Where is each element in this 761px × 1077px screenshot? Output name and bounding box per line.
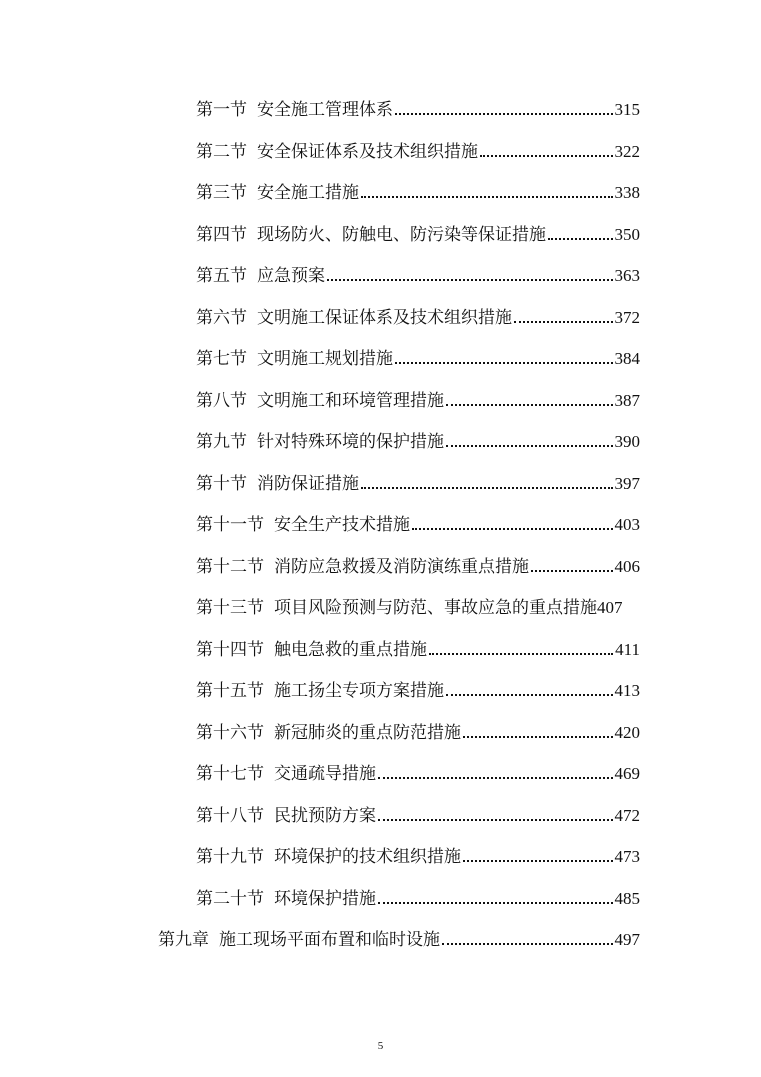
toc-entry[interactable] (196, 471, 640, 495)
toc-entry-title: 交通疏导措施 (274, 764, 376, 784)
toc-entry-label: 第十四节 (196, 640, 264, 660)
toc-entry-label: 第十二节 (196, 557, 264, 577)
toc-entry[interactable] (196, 761, 640, 785)
toc-entry-title: 消防应急救援及消防演练重点措施 (274, 557, 529, 577)
toc-entry-title: 项目风险预测与防范、事故应急的重点措施 (274, 598, 597, 618)
dot-leader (463, 860, 613, 862)
toc-entry-title: 现场防火、防触电、防污染等保证措施 (257, 225, 546, 245)
toc-entry[interactable] (196, 97, 640, 121)
dot-leader (361, 487, 613, 489)
toc-entry[interactable] (196, 512, 640, 536)
toc-entry-label: 第六节 (196, 308, 247, 328)
toc-entry-label: 第二节 (196, 142, 247, 162)
toc-entry-label: 第一节 (196, 100, 247, 120)
dot-leader (378, 902, 613, 904)
dot-leader (429, 653, 613, 655)
toc-entry-page: 469 (614, 764, 640, 783)
toc-entry-page: 372 (614, 308, 640, 327)
toc-entry-page: 411 (615, 640, 640, 659)
dot-leader (378, 777, 613, 779)
toc-entry[interactable] (196, 180, 640, 204)
toc-entry-title: 安全施工措施 (257, 183, 359, 203)
toc-entry-label: 第三节 (196, 183, 247, 203)
toc-entry-label: 第二十节 (196, 889, 264, 909)
toc-entry-label: 第九节 (196, 432, 247, 452)
toc-entry[interactable] (196, 637, 640, 661)
toc-entry-title: 新冠肺炎的重点防范措施 (274, 723, 461, 743)
toc-entry[interactable] (196, 803, 640, 827)
toc-entry[interactable] (196, 139, 640, 163)
toc-entry-page: 406 (614, 557, 640, 576)
toc-entry-title: 触电急救的重点措施 (274, 640, 427, 660)
toc-entry-page: 485 (614, 889, 640, 908)
toc-entry-title: 安全生产技术措施 (274, 515, 410, 535)
toc-entry-title: 环境保护的技术组织措施 (274, 847, 461, 867)
toc-entry-page: 472 (614, 806, 640, 825)
toc-entry-title: 环境保护措施 (274, 889, 376, 909)
toc-entry-title: 安全施工管理体系 (257, 100, 393, 120)
toc-entry-title: 文明施工保证体系及技术组织措施 (257, 308, 512, 328)
dot-leader (446, 404, 613, 406)
toc-entry[interactable] (196, 720, 640, 744)
toc-entry-label: 第十五节 (196, 681, 264, 701)
toc-entry-page: 397 (614, 474, 640, 493)
toc-entry[interactable] (196, 346, 640, 370)
dot-leader (361, 196, 613, 198)
toc-entry-page: 387 (614, 391, 640, 410)
dot-leader (463, 736, 613, 738)
toc-entry[interactable] (196, 595, 660, 619)
dot-leader (378, 819, 613, 821)
dot-leader (480, 155, 613, 157)
dot-leader (514, 321, 613, 323)
dot-leader (412, 528, 613, 530)
toc-entry-page: 350 (614, 225, 640, 244)
toc-entry-page: 473 (614, 847, 640, 866)
dot-leader (446, 694, 613, 696)
toc-entry-label: 第八节 (196, 391, 247, 411)
toc-entry[interactable] (196, 429, 640, 453)
toc-entry-label: 第五节 (196, 266, 247, 286)
toc-entry-label: 第九章 (158, 930, 209, 950)
toc-entry-label: 第十一节 (196, 515, 264, 535)
page-number: 5 (377, 1040, 384, 1052)
toc-entry-title: 文明施工规划措施 (257, 349, 393, 369)
dot-leader (446, 445, 613, 447)
toc-entry-title: 施工现场平面布置和临时设施 (219, 930, 440, 950)
dot-leader (531, 570, 613, 572)
toc-entry-title: 消防保证措施 (257, 474, 359, 494)
toc-entry[interactable] (196, 554, 640, 578)
toc-entry-label: 第十九节 (196, 847, 264, 867)
toc-entry-label: 第七节 (196, 349, 247, 369)
toc-entry[interactable] (196, 844, 640, 868)
toc-entry-label: 第十六节 (196, 723, 264, 743)
toc-entry-page: 315 (614, 100, 640, 119)
toc-entry-chapter[interactable] (158, 927, 640, 951)
toc-entry-title: 针对特殊环境的保护措施 (257, 432, 444, 452)
toc-entry-label: 第十七节 (196, 764, 264, 784)
dot-leader (327, 279, 613, 281)
toc-entry[interactable] (196, 263, 640, 287)
toc-entry-page: 322 (614, 142, 640, 161)
toc-entry-page: 403 (614, 515, 640, 534)
toc-entry-page: 413 (614, 681, 640, 700)
toc-entry-title: 安全保证体系及技术组织措施 (257, 142, 478, 162)
toc-entry-title: 应急预案 (257, 266, 325, 286)
dot-leader (395, 362, 613, 364)
toc-entry-page: 407 (597, 598, 623, 617)
toc-entry-title: 民扰预防方案 (274, 806, 376, 826)
toc-entry[interactable] (196, 678, 640, 702)
toc-entry-page: 338 (614, 183, 640, 202)
toc-entry-label: 第十节 (196, 474, 247, 494)
toc-entry[interactable] (196, 305, 640, 329)
toc-entry-page: 497 (614, 930, 640, 949)
dot-leader (442, 943, 613, 945)
toc-entry-label: 第十八节 (196, 806, 264, 826)
toc-entry-label: 第十三节 (196, 598, 264, 618)
toc-entry-page: 420 (614, 723, 640, 742)
toc-entry-title: 文明施工和环境管理措施 (257, 391, 444, 411)
toc-entry-label: 第四节 (196, 225, 247, 245)
toc-entry-page: 390 (614, 432, 640, 451)
toc-entry-page: 363 (614, 266, 640, 285)
toc-entry[interactable] (196, 222, 640, 246)
toc-entry[interactable] (196, 388, 640, 412)
toc-entry-title: 施工扬尘专项方案措施 (274, 681, 444, 701)
dot-leader (395, 113, 613, 115)
dot-leader (548, 238, 613, 240)
toc-entry[interactable] (196, 886, 640, 910)
toc-entry-page: 384 (614, 349, 640, 368)
